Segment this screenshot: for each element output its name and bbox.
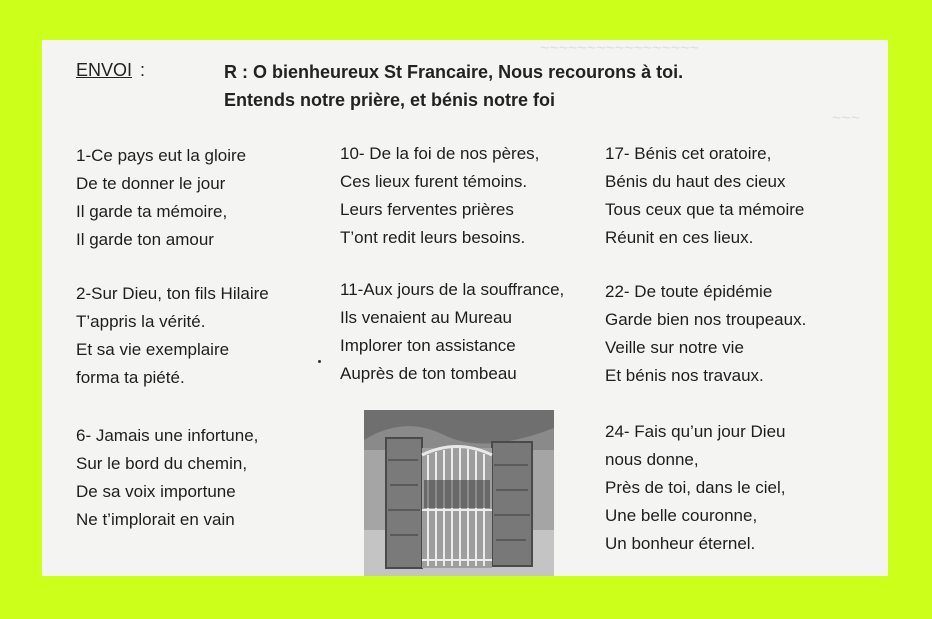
stanza-6	[76, 422, 258, 534]
stanza-line: Ne t’implorait en vain	[76, 510, 235, 529]
ghost-text: ~~~	[832, 110, 861, 127]
stanza-24	[605, 418, 785, 558]
stanza-line: Leurs ferventes prières	[340, 200, 514, 219]
stanza-line: 17- Bénis cet oratoire,	[605, 144, 772, 163]
stanza-line: De sa voix importune	[76, 482, 236, 501]
oratory-gate-image	[364, 410, 554, 576]
stanza-line: De te donner le jour	[76, 174, 226, 193]
stanza-line: Et bénis nos travaux.	[605, 366, 764, 385]
stanza-10	[340, 140, 539, 252]
stanza-line: 2-Sur Dieu, ton fils Hilaire	[76, 284, 269, 303]
stanza-line: Réunit en ces lieux.	[605, 228, 754, 247]
ghost-text: ~~~~~~~~~~~~~~~~~	[540, 40, 699, 57]
stanza-line: forma ta piété.	[76, 368, 185, 387]
refrain-line-2: Entends notre prière, et bénis notre foi	[224, 90, 556, 110]
refrain-line-1: R : O bienheureux St Francaire, Nous recourons à toi.	[224, 62, 684, 82]
stanza-line: Ces lieux furent témoins.	[340, 172, 528, 191]
envoi-label: ENVOI	[76, 60, 133, 80]
stanza-2	[76, 280, 269, 392]
stanza-line: T’appris la vérité.	[76, 312, 206, 331]
stanza-line: Une belle couronne,	[605, 506, 758, 525]
stanza-line: Il garde ton amour	[76, 230, 214, 249]
stanza-line: Près de toi, dans le ciel,	[605, 478, 786, 497]
refrain	[224, 58, 683, 114]
stanza-line: 24- Fais qu’un jour Dieu	[605, 422, 786, 441]
stanza-line: Bénis du haut des cieux	[605, 172, 786, 191]
stanza-line: Veille sur notre vie	[605, 338, 744, 357]
stanza-line: Tous ceux que ta mémoire	[605, 200, 805, 219]
stanza-line: T’ont redit leurs besoins.	[340, 228, 526, 247]
oratory-gate-photo	[364, 410, 554, 576]
stanza-17	[605, 140, 804, 252]
stanza-line: Auprès de ton tombeau	[340, 364, 517, 383]
ink-speck	[318, 360, 321, 363]
stanza-line: Il garde ta mémoire,	[76, 202, 228, 221]
stanza-line: Garde bien nos troupeaux.	[605, 310, 807, 329]
stanza-line: Ils venaient au Mureau	[340, 308, 512, 327]
stanza-line: Un bonheur éternel.	[605, 534, 756, 553]
stanza-line: Sur le bord du chemin,	[76, 454, 248, 473]
stanza-line: 11-Aux jours de la souffrance,	[340, 280, 565, 299]
stanza-line: Implorer ton assistance	[340, 336, 516, 355]
stanza-line: 10- De la foi de nos pères,	[340, 144, 540, 163]
stanza-line: 1-Ce pays eut la gloire	[76, 146, 247, 165]
stanza-11	[340, 276, 564, 388]
stanza-line: 22- De toute épidémie	[605, 282, 773, 301]
stanza-line: nous donne,	[605, 450, 699, 469]
lyrics-sheet	[42, 40, 888, 576]
stanza-22	[605, 278, 806, 390]
envoi-colon: :	[140, 60, 146, 80]
stanza-line: Et sa vie exemplaire	[76, 340, 230, 359]
stanza-1	[76, 142, 246, 254]
stanza-line: 6- Jamais une infortune,	[76, 426, 259, 445]
